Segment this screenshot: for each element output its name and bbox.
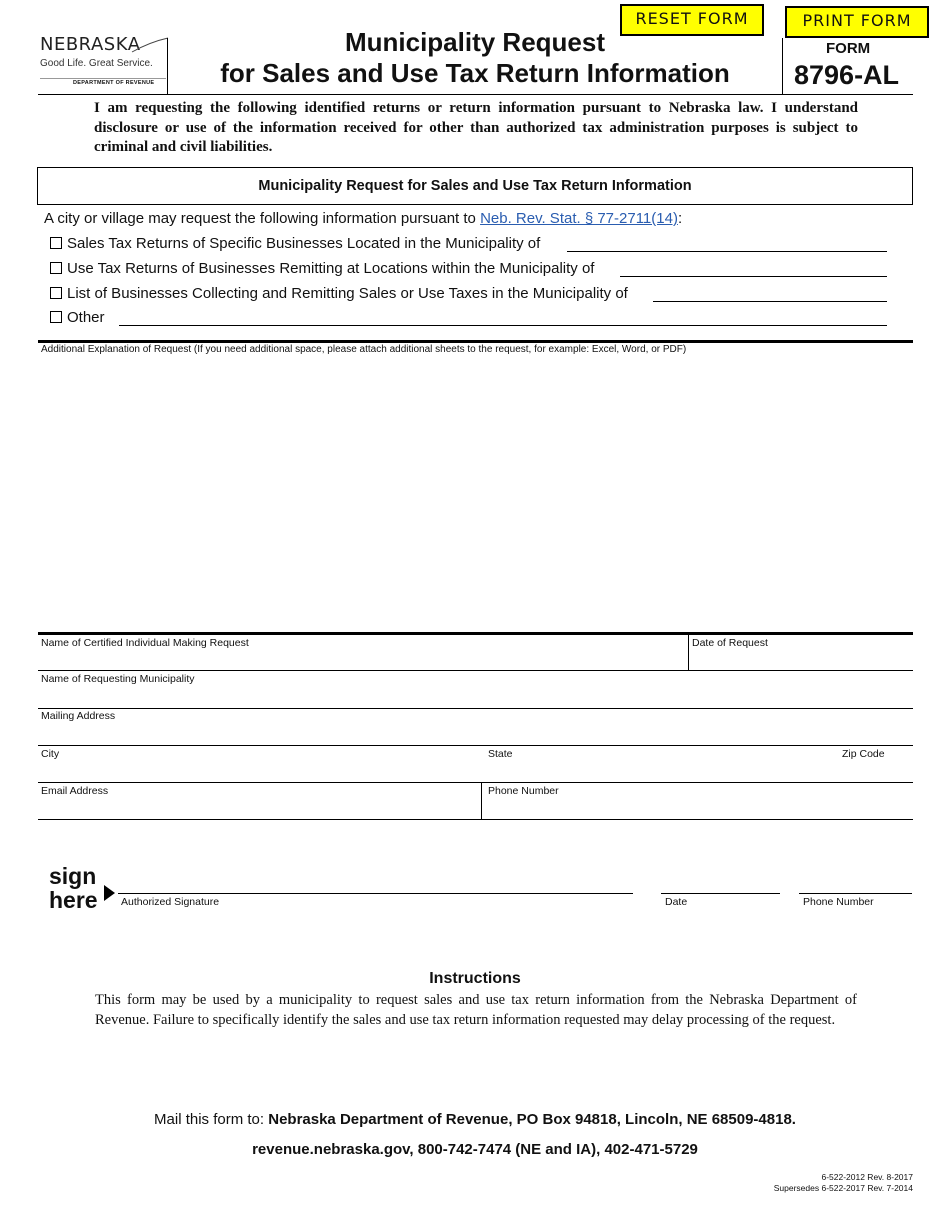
date-of-request-label: Date of Request [692, 637, 768, 649]
reset-form-button[interactable]: RESET FORM [620, 4, 764, 36]
instructions-text: This form may be used by a municipality to request sales and use tax return information from the Nebraska Department of Revenue. Failure to specifically identify the sales and use tax return information requested may delay processing of the request. [95, 992, 857, 1028]
instructions-title: Instructions [429, 970, 521, 987]
revision-line-2: Supersedes 6-522-2017 Rev. 7-2014 [773, 1183, 913, 1193]
intro-lead: A city or village may request the following information pursuant to [44, 210, 481, 227]
mailing-address-label: Mailing Address [41, 710, 116, 722]
sign-date-input[interactable] [661, 870, 780, 893]
sign-arrow-icon [104, 885, 116, 901]
certified-name-input[interactable] [38, 650, 686, 670]
business-list-municipality-field[interactable] [653, 301, 887, 302]
sign-phone-label: Phone Number [803, 896, 874, 908]
mail-address: Nebraska Department of Revenue, PO Box 94818, Lincoln, NE 68509-4818. [268, 1111, 796, 1128]
intro-suffix: : [677, 210, 683, 227]
certified-name-label: Name of Certified Individual Making Request [41, 637, 249, 649]
option-other [50, 309, 105, 326]
nebraska-logo [40, 34, 166, 92]
option-label: List of Businesses Collecting and Remitting Sales or Use Taxes in the Municipality of [67, 285, 628, 302]
option-use-tax [50, 260, 594, 277]
mail-to-line [0, 1111, 950, 1128]
option-label: Other [67, 309, 105, 326]
option-business-list [50, 285, 628, 302]
phone-label: Phone Number [488, 785, 559, 797]
option-sales-tax [50, 235, 540, 252]
logo-swoosh-icon [130, 36, 170, 54]
section-header [37, 167, 913, 205]
state-input[interactable] [486, 760, 826, 782]
form-number: 8796-AL [794, 60, 900, 90]
explanation-textarea[interactable] [38, 358, 913, 630]
option-label: Sales Tax Returns of Specific Businesses Located in the Municipality of [67, 235, 541, 252]
municipality-label: Name of Requesting Municipality [41, 673, 195, 685]
revision-line-1: 6-522-2012 Rev. 8-2017 [821, 1172, 913, 1182]
sign-phone-input[interactable] [799, 870, 912, 893]
title-line-2: for Sales and Use Tax Return Information [220, 58, 730, 88]
sign-line-1: sign [49, 863, 97, 889]
mailing-address-input[interactable] [38, 723, 913, 745]
business-list-checkbox[interactable] [50, 287, 62, 299]
title-line-1: Municipality Request [344, 27, 606, 57]
use-tax-municipality-field[interactable] [620, 276, 887, 277]
option-label: Use Tax Returns of Businesses Remitting at Locations within the Municipality of [67, 260, 595, 277]
statute-link[interactable]: Neb. Rev. Stat. § 77-2711(14) [480, 210, 678, 227]
logo-name: NEBRASKA [40, 34, 141, 55]
form-label: FORM [826, 40, 871, 57]
phone-input[interactable] [486, 798, 912, 818]
city-label: City [41, 748, 60, 760]
section-title: Municipality Request for Sales and Use Tax Return Information [258, 178, 692, 194]
logo-tagline: Good Life. Great Service. [40, 58, 153, 69]
email-label: Email Address [41, 785, 109, 797]
logo-dept: DEPARTMENT OF REVENUE [73, 80, 155, 86]
other-checkbox[interactable] [50, 311, 62, 323]
use-tax-checkbox[interactable] [50, 262, 62, 274]
signature-label: Authorized Signature [121, 896, 220, 908]
other-field[interactable] [119, 325, 887, 326]
intro-text [44, 210, 682, 227]
state-label: State [488, 748, 513, 760]
zip-input[interactable] [830, 760, 912, 782]
sales-tax-checkbox[interactable] [50, 237, 62, 249]
email-input[interactable] [38, 798, 478, 818]
sales-tax-municipality-field[interactable] [567, 251, 887, 252]
sign-here-label [49, 864, 98, 912]
contact-line: revenue.nebraska.gov, 800-742-7474 (NE and IA), 402-471-5729 [252, 1141, 698, 1158]
date-of-request-input[interactable] [690, 650, 912, 670]
signature-input[interactable] [118, 870, 633, 893]
sign-date-label: Date [665, 896, 688, 908]
city-input[interactable] [38, 760, 478, 782]
print-form-button[interactable]: PRINT FORM [785, 6, 929, 38]
declaration-text: I am requesting the following identified returns or return information pursuant to Nebraska law. I understand disclosure or use of the information received for other than authorized tax administration purposes is subject to criminal and civil liabilities. [94, 100, 858, 155]
zip-label: Zip Code [842, 748, 885, 760]
page-title [175, 27, 775, 89]
sign-line-2: here [49, 887, 98, 913]
municipality-input[interactable] [38, 686, 913, 707]
revision-info [774, 1172, 913, 1194]
explanation-label: Additional Explanation of Request (If you need additional space, please attach additional sheets to the request, for example: Excel, Word, or PDF) [41, 344, 687, 355]
mail-prefix: Mail this form to: [154, 1111, 269, 1128]
